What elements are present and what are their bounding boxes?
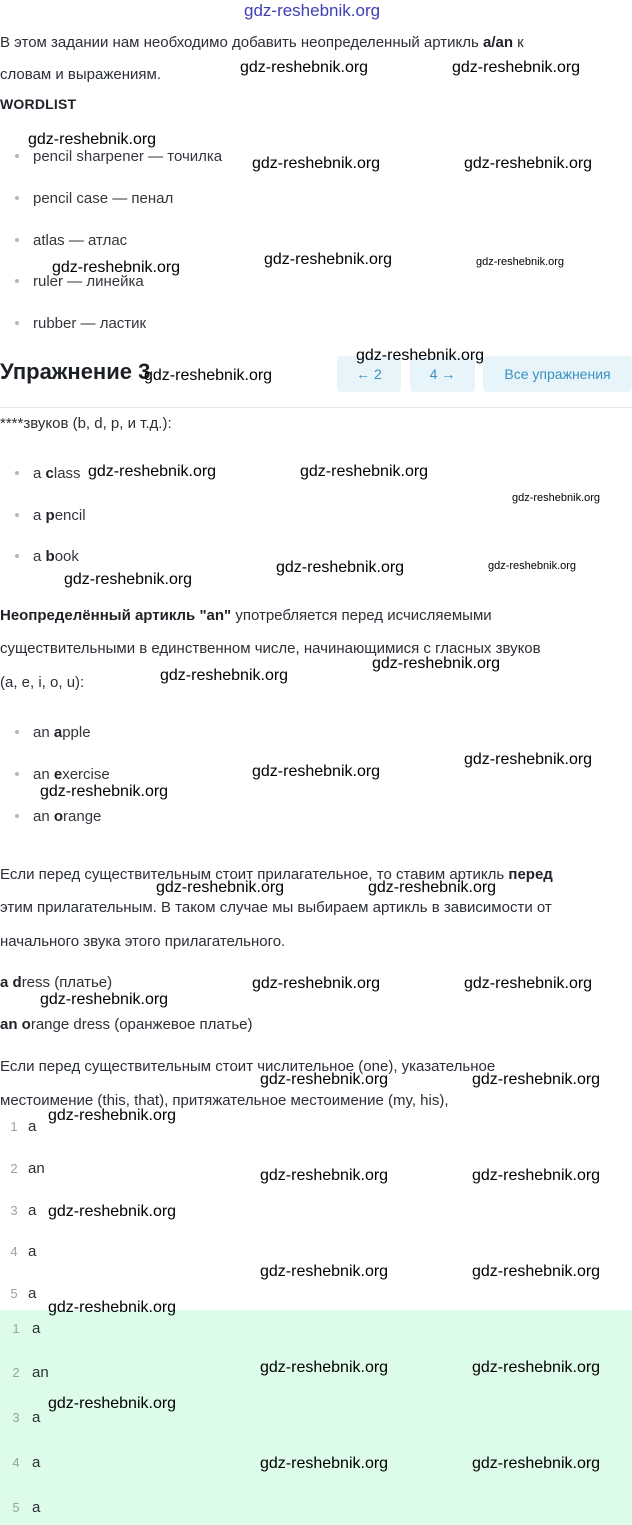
watermark: gdz-reshebnik.org — [144, 367, 273, 384]
answer-row-highlight: 4 a — [12, 1454, 41, 1471]
watermark: gdz-reshebnik.org — [40, 991, 169, 1008]
answer-row-highlight: 2 an — [12, 1364, 49, 1381]
watermark: gdz-reshebnik.org — [260, 1455, 389, 1472]
bullet-icon — [15, 471, 19, 475]
answer-row-highlight: 1 a — [12, 1320, 41, 1337]
bullet-icon — [15, 730, 19, 734]
wordlist-item: rubber — ластик — [15, 315, 146, 332]
watermark: gdz-reshebnik.org — [48, 1299, 177, 1316]
consonant-example: a pencil — [15, 507, 86, 524]
an-rule-line-1: Неопределённый артикль "an" употребляется перед исчисляемыми — [0, 607, 492, 624]
watermark: gdz-reshebnik.org — [472, 1455, 601, 1472]
watermark: gdz-reshebnik.org — [48, 1395, 177, 1412]
adjective-rule-line-3: начального звука этого прилагательного. — [0, 933, 286, 950]
answer-row: 4 a — [10, 1243, 37, 1260]
watermark: gdz-reshebnik.org — [252, 975, 381, 992]
numeral-rule-line-2: местоимение (this, that), притяжательное местоимение (my, his), — [0, 1092, 449, 1109]
wordlist-item: ruler — линейка — [15, 273, 144, 290]
watermark: gdz-reshebnik.org — [464, 155, 593, 172]
watermark: gdz-reshebnik.org — [300, 463, 429, 480]
watermark: gdz-reshebnik.org — [156, 879, 285, 896]
example-line: an orange dress (оранжевое платье) — [0, 1016, 253, 1033]
bullet-icon — [15, 513, 19, 517]
watermark: gdz-reshebnik.org — [252, 763, 381, 780]
prev-exercise-button[interactable]: ← 2 — [337, 356, 401, 392]
watermark: gdz-reshebnik.org — [48, 1203, 177, 1220]
bullet-icon — [15, 279, 19, 283]
watermark: gdz-reshebnik.org — [368, 879, 497, 896]
answer-row-highlight: 5 a — [12, 1499, 41, 1516]
watermark: gdz-reshebnik.org — [452, 59, 581, 76]
answer-row: 5 a — [10, 1285, 37, 1302]
vowel-example: an apple — [15, 724, 91, 741]
bullet-icon — [15, 196, 19, 200]
all-exercises-button[interactable]: Все упражнения — [483, 356, 632, 392]
watermark: gdz-reshebnik.org — [260, 1263, 389, 1280]
answer-row-highlight: 3 a — [12, 1409, 41, 1426]
consonants-intro: ****звуков (b, d, p, и т.д.): — [0, 415, 172, 432]
adjective-rule-line-1: Если перед существительным стоит прилагательное, то ставим артикль перед — [0, 866, 553, 883]
watermark: gdz-reshebnik.org — [88, 463, 217, 480]
wordlist-item: pencil sharpener — точилка — [15, 148, 222, 165]
consonant-example: a class — [15, 465, 81, 482]
watermark: gdz-reshebnik.org — [464, 975, 593, 992]
an-rule-line-2: существительными в единственном числе, начинающимися с гласных звуков — [0, 640, 541, 657]
consonant-example: a book — [15, 548, 79, 565]
watermark: gdz-reshebnik.org — [488, 560, 577, 572]
bullet-icon — [15, 814, 19, 818]
answer-row: 1 a — [10, 1118, 37, 1135]
wordlist-title: WORDLIST — [0, 96, 77, 112]
exercise-title: Упражнение 3 — [0, 359, 151, 384]
watermark: gdz-reshebnik.org — [40, 783, 169, 800]
bullet-icon — [15, 321, 19, 325]
answer-box — [0, 1310, 632, 1525]
watermark: gdz-reshebnik.org — [472, 1359, 601, 1376]
an-rule-line-3: (a, e, i, o, u): — [0, 674, 85, 691]
numeral-rule-line-1: Если перед существительным стоит числительное (one), указательное — [0, 1058, 496, 1075]
intro-line-1: В этом задании нам необходимо добавить неопределенный артикль a/an к — [0, 34, 524, 51]
bullet-icon — [15, 772, 19, 776]
vowel-example: an orange — [15, 808, 101, 825]
next-exercise-button[interactable]: 4 → — [410, 356, 475, 392]
intro-line-2: словам и выражениям. — [0, 66, 162, 83]
watermark: gdz-reshebnik.org — [472, 1167, 601, 1184]
watermark: gdz-reshebnik.org — [64, 571, 193, 588]
bullet-icon — [15, 154, 19, 158]
watermark: gdz-reshebnik.org — [356, 347, 485, 364]
watermark: gdz-reshebnik.org — [28, 131, 157, 148]
vowel-example: an exercise — [15, 766, 110, 783]
watermark: gdz-reshebnik.org — [512, 492, 601, 504]
watermark: gdz-reshebnik.org — [276, 559, 405, 576]
top-watermark: gdz-reshebnik.org — [244, 1, 381, 20]
watermark: gdz-reshebnik.org — [252, 155, 381, 172]
watermark: gdz-reshebnik.org — [464, 751, 593, 768]
wordlist-item: atlas — атлас — [15, 232, 127, 249]
example-line: a dress (платье) — [0, 974, 113, 991]
wordlist-item: pencil case — пенал — [15, 190, 173, 207]
watermark: gdz-reshebnik.org — [260, 1167, 389, 1184]
watermark: gdz-reshebnik.org — [260, 1071, 389, 1088]
answer-row: 3 a — [10, 1202, 37, 1219]
adjective-rule-line-2: этим прилагательным. В таком случае мы выбираем артикль в зависимости от — [0, 899, 552, 916]
watermark: gdz-reshebnik.org — [472, 1263, 601, 1280]
watermark: gdz-reshebnik.org — [240, 59, 369, 76]
watermark: gdz-reshebnik.org — [160, 667, 289, 684]
watermark: gdz-reshebnik.org — [476, 256, 565, 268]
bullet-icon — [15, 238, 19, 242]
bullet-icon — [15, 554, 19, 558]
answer-row: 2 an — [10, 1160, 45, 1177]
watermark: gdz-reshebnik.org — [264, 251, 393, 268]
watermark: gdz-reshebnik.org — [472, 1071, 601, 1088]
watermark: gdz-reshebnik.org — [48, 1107, 177, 1124]
watermark: gdz-reshebnik.org — [260, 1359, 389, 1376]
watermark: gdz-reshebnik.org — [372, 655, 501, 672]
watermark: gdz-reshebnik.org — [52, 259, 181, 276]
